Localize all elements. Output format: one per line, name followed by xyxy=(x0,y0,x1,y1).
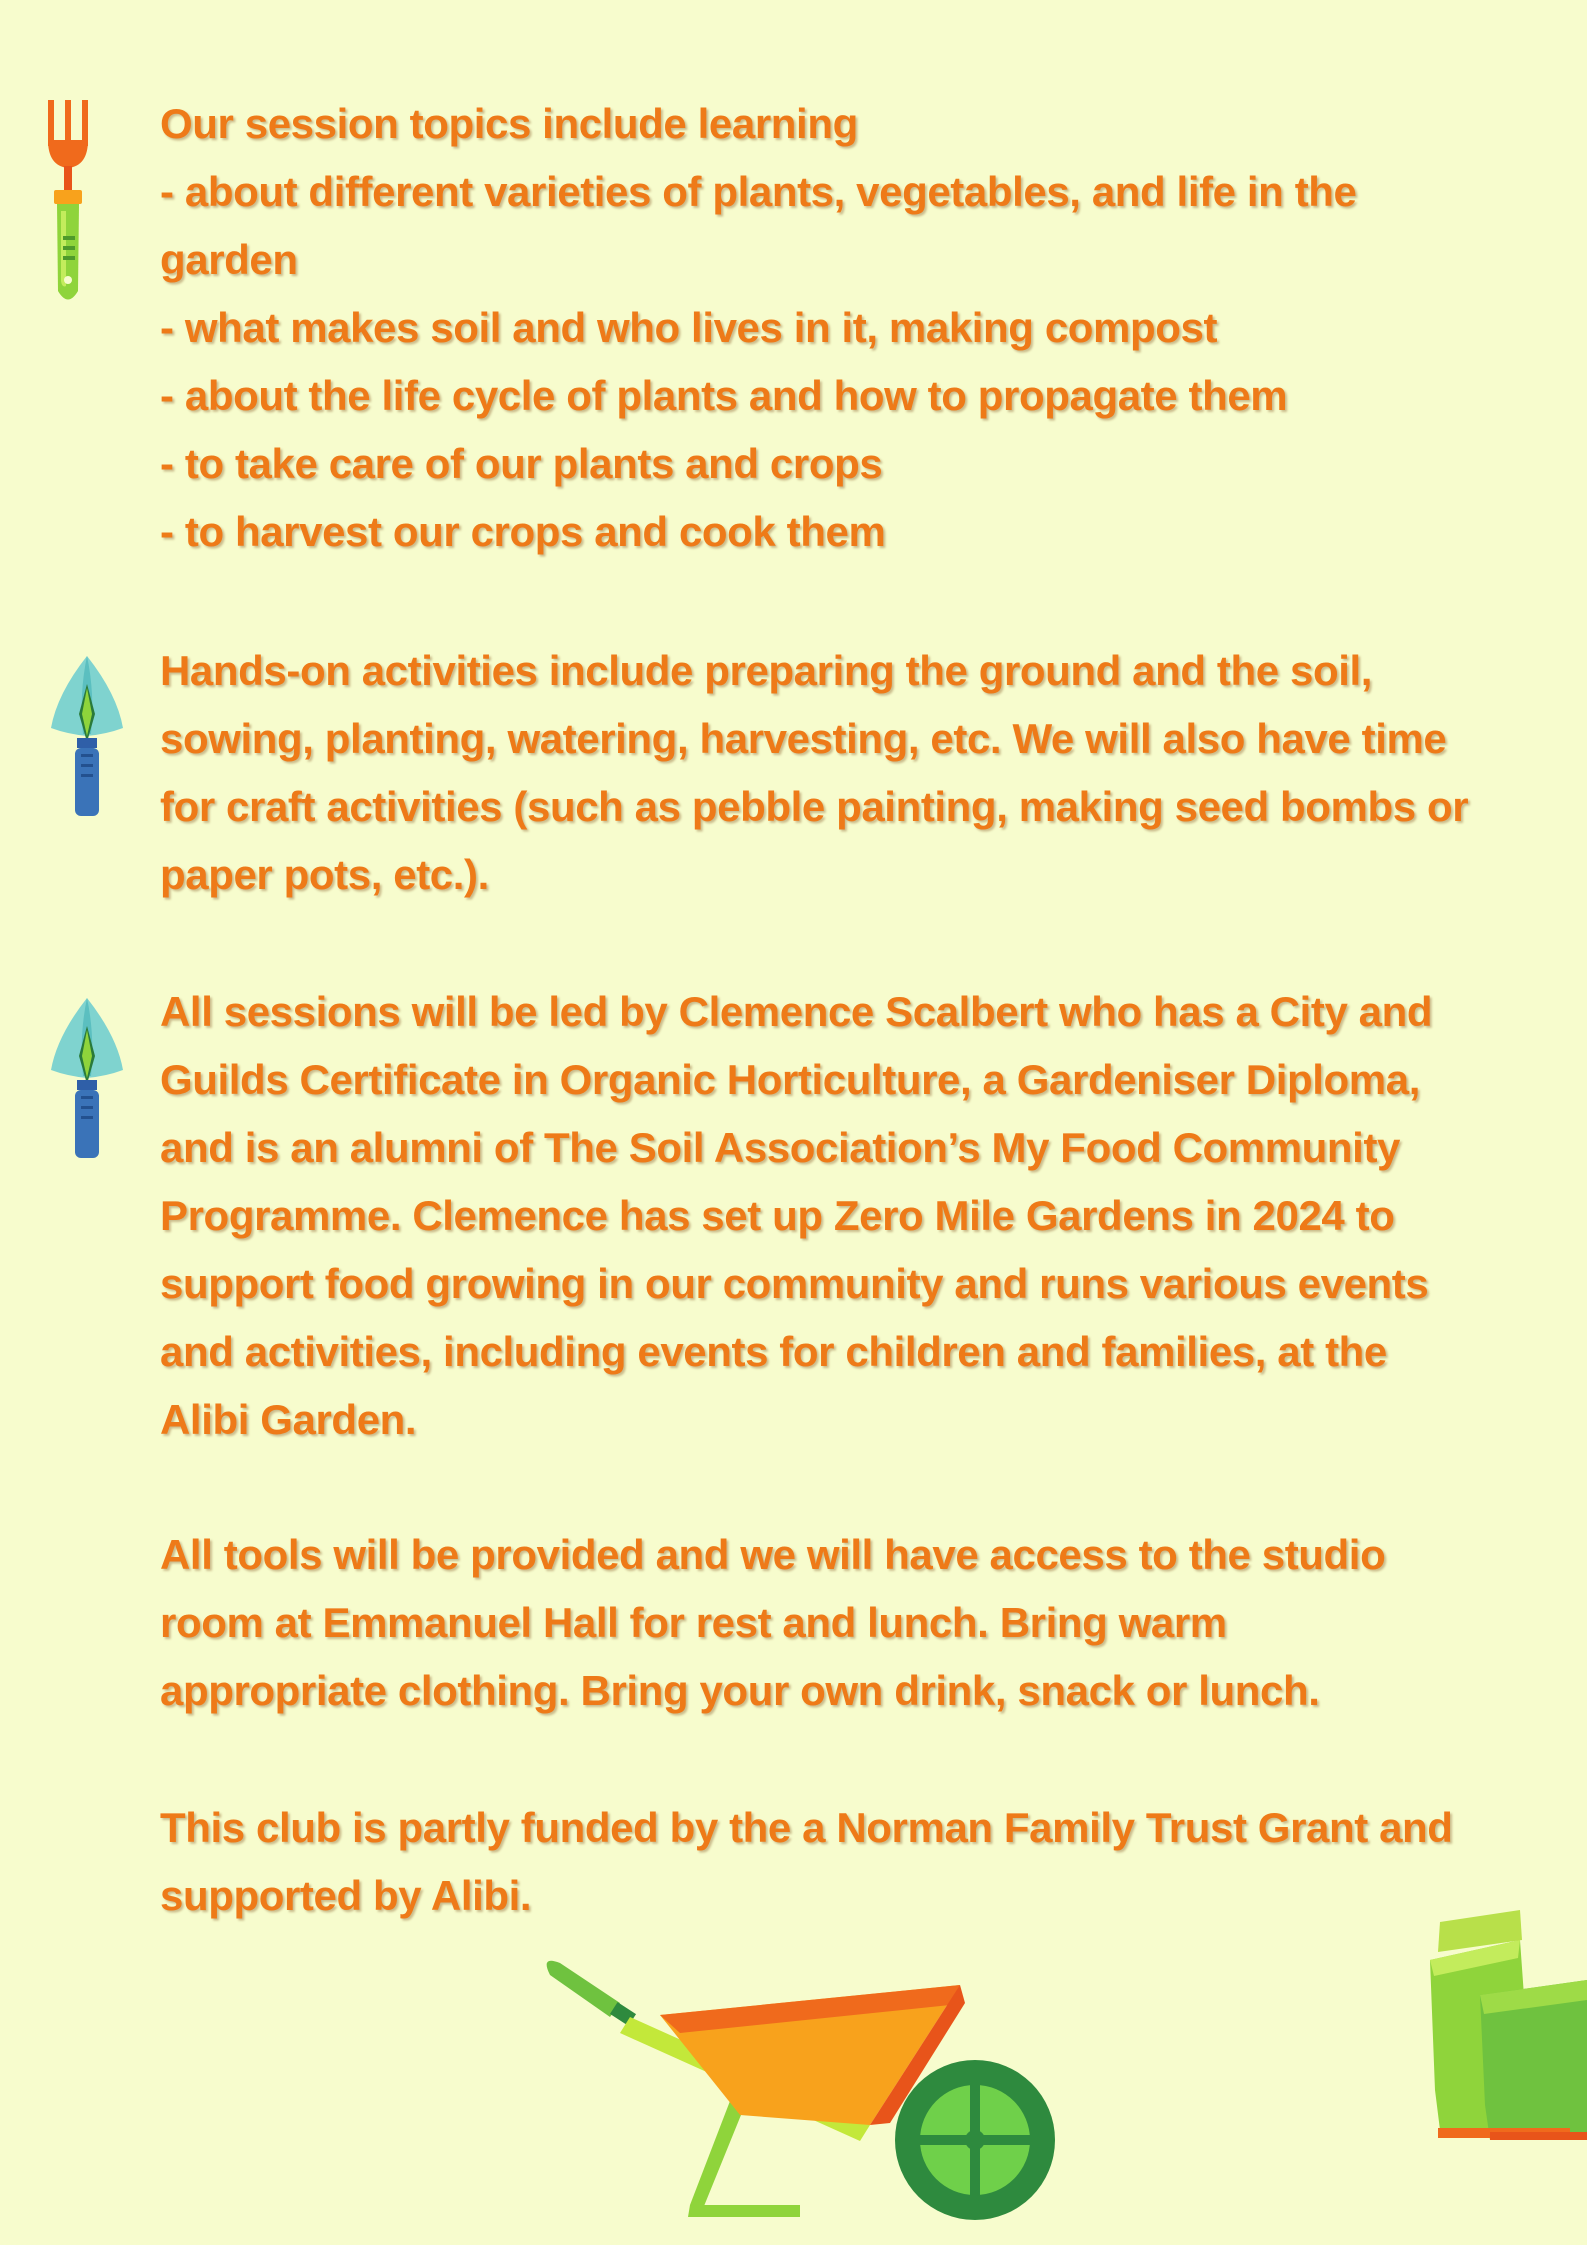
topic-line: - about the life cycle of plants and how to propagate them xyxy=(160,372,1288,419)
paragraph-line: appropriate clothing. Bring your own drink, snack or lunch. xyxy=(160,1667,1320,1714)
paragraph-line: support food growing in our community and runs various events xyxy=(160,1260,1429,1307)
paragraph-line: This club is partly funded by the a Norman Family Trust Grant and xyxy=(160,1804,1453,1851)
topic-line: - about different varieties of plants, vegetables, and life in the xyxy=(160,168,1357,215)
paragraph-line: Programme. Clemence has set up Zero Mile Gardens in 2024 to xyxy=(160,1192,1395,1239)
topic-line: - to harvest our crops and cook them xyxy=(160,508,886,555)
activities-paragraph xyxy=(160,637,1575,909)
funding-paragraph xyxy=(160,1794,1575,1930)
topic-line: garden xyxy=(160,236,298,283)
garden-fork-icon xyxy=(44,96,92,306)
paragraph-line: Guilds Certificate in Organic Horticulture, a Gardeniser Diploma, xyxy=(160,1056,1420,1103)
paragraph-line: All tools will be provided and we will have access to the studio xyxy=(160,1531,1386,1578)
wellington-boots-icon xyxy=(1420,1900,1587,2140)
paragraph-line: sowing, planting, watering, harvesting, etc. We will also have time xyxy=(160,715,1447,762)
session-topics xyxy=(160,90,1575,566)
topic-line: - what makes soil and who lives in it, making compost xyxy=(160,304,1218,351)
paragraph-line: Hands-on activities include preparing the ground and the soil, xyxy=(160,647,1373,694)
paragraph-line: paper pots, etc.). xyxy=(160,851,489,898)
trowel-icon xyxy=(47,996,127,1161)
paragraph-line: supported by Alibi. xyxy=(160,1872,532,1919)
session-topics-intro: Our session topics include learning xyxy=(160,100,858,147)
paragraph-line: All sessions will be led by Clemence Scalbert who has a City and xyxy=(160,988,1433,1035)
paragraph-line: for craft activities (such as pebble painting, making seed bombs or xyxy=(160,783,1469,830)
trowel-icon xyxy=(47,654,127,819)
wheelbarrow-icon xyxy=(540,1955,1060,2245)
paragraph-line: and is an alumni of The Soil Association’s My Food Community xyxy=(160,1124,1400,1171)
paragraph-line: Alibi Garden. xyxy=(160,1396,417,1443)
paragraph-line: and activities, including events for children and families, at the xyxy=(160,1328,1387,1375)
logistics-paragraph xyxy=(160,1521,1575,1725)
topic-line: - to take care of our plants and crops xyxy=(160,440,883,487)
paragraph-line: room at Emmanuel Hall for rest and lunch. Bring warm xyxy=(160,1599,1227,1646)
leader-paragraph xyxy=(160,978,1575,1454)
